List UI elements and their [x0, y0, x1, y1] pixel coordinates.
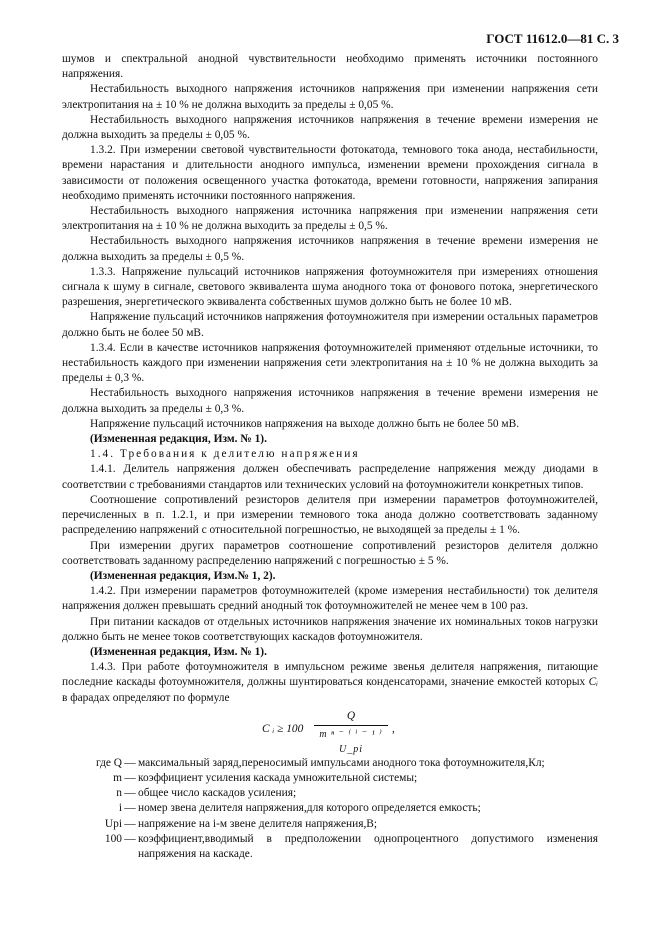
capacitance-formula: [62, 706, 598, 756]
document-body: [62, 52, 598, 862]
paragraph: 1.4. Требования к делителю напряжения: [90, 448, 360, 461]
paragraph: При питании каскадов от отдельных источников напряжения значение их номинальных токов нагрузки должно быть не менее токов соответствующих каскадов фотоумножителя.: [62, 615, 598, 643]
paragraph: Соотношение сопротивлений резисторов делителя при измерении параметров фотоумножителей, перечисленных в п. 1.2.1, и при измерении темнового тока анода должно соответствовать заданному распределению напряжений с относительной погрешностью, не выходящей за пределы ± 1 %.: [62, 493, 598, 537]
definition-row: [62, 771, 598, 786]
definition-symbol: 100: [104, 832, 122, 845]
definition-symbol: n: [116, 787, 122, 800]
definition-dash: —: [124, 756, 136, 769]
paragraph: (Измененная редакция, Изм.№ 1, 2).: [90, 569, 276, 582]
paragraph: 1.4.3. При работе фотоумножителя в импульсном режиме звенья делителя напряжения, питающие последние каскады фотоумножителя, должны шунтироваться конденсаторами, значение емкостей которых Cᵢ в фарадах определяют по формуле: [62, 661, 598, 704]
definition-text: максимальный заряд,переносимый импульсами анодного тока фотоумножителя,Кл;: [138, 756, 545, 769]
definition-text: напряжение на i-м звене делителя напряжения,В;: [138, 817, 378, 830]
definition-symbol: m: [113, 771, 122, 784]
paragraph: При измерении других параметров соотношение сопротивлений резисторов делителя должно соответствовать заданному распределению напряжений с погрешностью ± 5 %.: [62, 539, 598, 567]
paragraph: 1.4.1. Делитель напряжения должен обеспечивать распределение напряжения между диодами в соответствии с требованиями стандартов или технических условий на фотоумножители конкретных типов.: [62, 463, 598, 491]
paragraph: 1.3.4. Если в качестве источников напряжения фотоумножителей применяют отдельные источники, то нестабильность каждого при изменении напряжения сети электропитания на ± 10 % не должна выходить за пределы ± 0,3 %.: [62, 341, 598, 385]
formula-numerator: Q: [314, 709, 388, 726]
definition-row: [62, 801, 598, 816]
paragraph: шумов и спектральной анодной чувствительности необходимо применять источники постоянного напряжения.: [62, 53, 598, 81]
paragraph: Нестабильность выходного напряжения источника напряжения при изменении напряжения сети электропитания на ± 10 % не должна выходить за пределы ± 0,5 %.: [62, 205, 598, 233]
definition-text: коэффициент усиления каскада умножительной системы;: [138, 771, 418, 784]
formula-denominator: m ⁿ ⁻ ⁽ ⁱ ⁻ ¹ ⁾ U_pi: [319, 728, 383, 756]
paragraph: Нестабильность выходного напряжения источников напряжения в течение времени измерения не должна выходить за пределы ± 0,05 %.: [62, 113, 598, 142]
formula-intro-symbol: Cᵢ: [585, 676, 598, 689]
definition-symbol: где Q: [95, 756, 122, 769]
definition-text: общее число каскадов усиления;: [138, 787, 297, 800]
definition-row: [62, 756, 598, 771]
definition-text: коэффициент,вводимый в предположении однопроцентного допустимого изменения напряжения на каскаде.: [138, 832, 598, 860]
paragraph: 1.4.2. При измерении параметров фотоумножителей (кроме измерения нестабильности) ток делителя напряжения должен превышать средний анодный ток фотоумножителей не менее чем в 100 раз.: [62, 585, 598, 613]
definition-text: номер звена делителя напряжения,для которого определяется емкость;: [138, 802, 481, 815]
paragraph: Напряжение пульсаций источников напряжения фотоумножителя при измерении остальных параметров должно быть не более 50 мВ.: [62, 311, 598, 339]
definition-symbol: i: [118, 802, 122, 815]
paragraph: Нестабильность выходного напряжения источников напряжения при изменении напряжения сети электропитания на ± 10 % не должна выходить за пределы ± 0,05 %.: [62, 83, 598, 111]
paragraph: Напряжение пульсаций источников напряжения на выходе должно быть не более 50 мВ.: [90, 417, 520, 430]
definition-dash: —: [124, 787, 136, 800]
formula-fraction: [314, 709, 388, 758]
formula-lhs: C ᵢ ≥ 100: [262, 722, 304, 735]
paragraphs: [62, 52, 598, 706]
paragraph: 1.3.2. При измерении световой чувствительности фотокатода, темнового тока анода, нестабильности, времени нарастания и длительности анодного импульса, изменении времени прохождения сигнала в зависимости от положения освещенного участка фотокатода, времени готовности, напряжения запирания необходимо применять источники постоянного напряжения.: [62, 144, 598, 202]
variable-definitions: [62, 756, 598, 862]
paragraph: (Измененная редакция, Изм. № 1).: [90, 433, 267, 446]
paragraph: (Измененная редакция, Изм. № 1).: [90, 645, 267, 658]
formula-intro-tail: в фарадах определяют по формуле: [62, 691, 230, 704]
definition-row: [62, 832, 598, 862]
definition-dash: —: [124, 771, 136, 784]
definition-dash: —: [124, 817, 136, 830]
formula-comma: ,: [392, 722, 395, 735]
definition-dash: —: [124, 832, 136, 845]
page-header: ГОСТ 11612.0—81 С. 3: [486, 31, 619, 46]
paragraph: Нестабильность выходного напряжения источников напряжения в течение времени измерения не должна выходить за пределы ± 0,5 %.: [62, 235, 598, 263]
paragraph: Нестабильность выходного напряжения источников напряжения в течение времени измерения не должна выходить за пределы ± 0,3 %.: [62, 387, 598, 415]
definition-dash: —: [124, 802, 136, 815]
definition-symbol: Upi: [104, 817, 122, 830]
definition-row: [62, 817, 598, 832]
definition-row: [62, 786, 598, 801]
paragraph: 1.3.3. Напряжение пульсаций источников напряжения фотоумножителя при измерениях отношения сигнала к шуму в сигнале, светового эквивалента шума анодного тока от фонового потока, энергетического разрешения, энергетического эквивалента собственных шумов должно быть не более 10 мВ.: [62, 265, 598, 309]
